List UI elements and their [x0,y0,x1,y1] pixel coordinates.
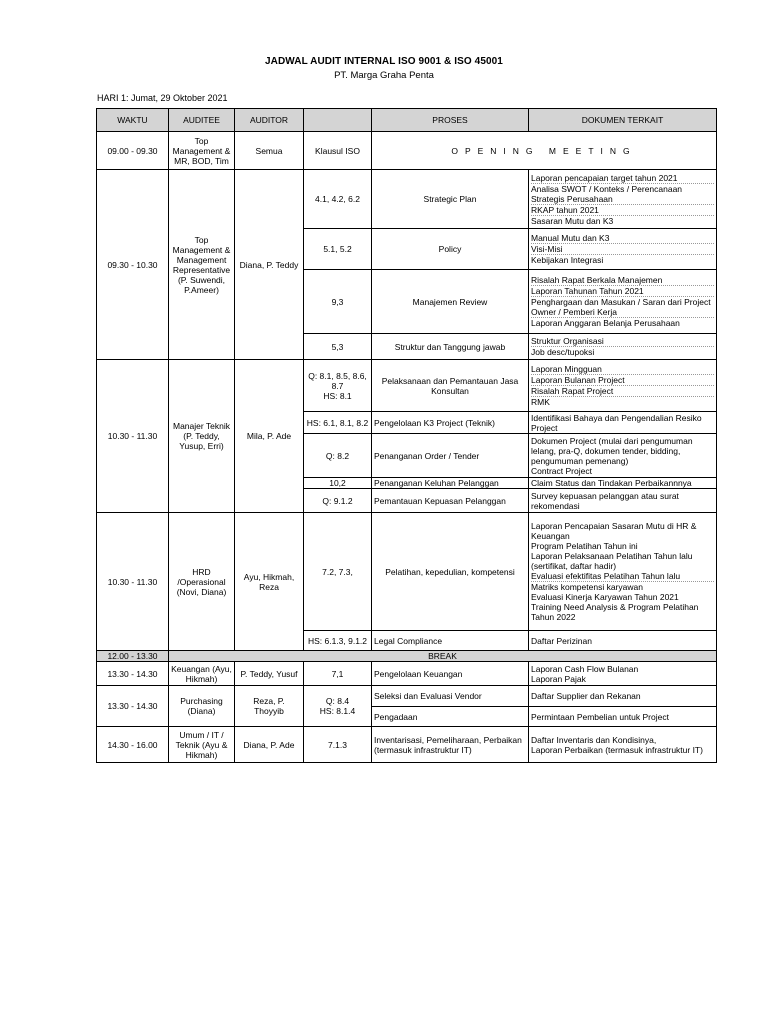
document-item: Laporan Bulanan Project [531,374,714,385]
document-item: Laporan Anggaran Belanja Perusahaan [531,317,714,328]
table-row [97,686,717,707]
company-name: PT. Marga Graha Penta [334,70,434,81]
auditor-cell: Diana, P. Teddy [235,170,304,360]
waktu-cell: 13.30 - 14.30 [97,686,169,727]
dokumen-cell [529,334,717,360]
waktu-cell: 14.30 - 16.00 [97,727,169,763]
dokumen-cell: Dokumen Project (mulai dari pengumuman lelang, pra-Q, dokumen tender, bidding, pengumuman pemenang) Contract Project [529,434,717,478]
klausul-cell: Klausul ISO [304,132,372,170]
auditor-cell: Mila, P. Ade [235,360,304,513]
waktu-cell: 09.00 - 09.30 [97,132,169,170]
document-title: JADWAL AUDIT INTERNAL ISO 9001 & ISO 45001 [265,56,503,67]
header-waktu: WAKTU [97,109,169,132]
document-item: Struktur Organisasi [531,336,604,346]
klausul-cell: HS: 6.1, 8.1, 8.2 [304,412,372,434]
document-item: Analisa SWOT / Konteks / Perencanaan Strategis Perusahaan [531,183,714,204]
document-item: Risalah Rapat Project [531,385,714,396]
dokumen-cell: Identifikasi Bahaya dan Pengendalian Resiko Project [529,412,717,434]
document-item: Risalah Rapat Berkala Manajemen [531,275,663,285]
proses-cell: Inventarisasi, Pemeliharaan, Perbaikan (termasuk infrastruktur IT) [372,727,529,763]
proses-cell: Legal Compliance [372,631,529,651]
waktu-cell: 10.30 - 11.30 [97,360,169,513]
proses-cell: Manajemen Review [372,270,529,334]
document-item: Manual Mutu dan K3 [531,233,610,243]
klausul-cell: Q: 8.4 HS: 8.1.4 [304,686,372,727]
document-item: Laporan pencapaian target tahun 2021 [531,172,678,183]
proses-cell: Seleksi dan Evaluasi Vendor [372,686,529,707]
proses-cell: Pengelolaan Keuangan [372,662,529,686]
dokumen-cell: Survey kepuasan pelanggan atau surat rekomendasi [529,489,717,513]
auditor-cell: Ayu, Hikmah, Reza [235,513,304,651]
proses-cell: Penanganan Order / Tender [372,434,529,478]
document-item: Sasaran Mutu dan K3 [531,215,714,226]
auditor-cell: Diana, P. Ade [235,727,304,763]
document-item: Job desc/tupoksi [531,346,714,357]
klausul-cell: 4.1, 4.2, 6.2 [304,170,372,229]
break-row [97,651,717,662]
header-auditor: AUDITOR [235,109,304,132]
auditee-cell: Top Management & MR, BOD, Tim [169,132,235,170]
proses-cell: Pengelolaan K3 Project (Teknik) [372,412,529,434]
dokumen-cell: Laporan Cash Flow Bulanan Laporan Pajak [529,662,717,686]
day-label: HARI 1: Jumat, 29 Oktober 2021 [97,93,228,103]
document-item: Kebijakan Integrasi [531,254,714,265]
header-auditee: AUDITEE [169,109,235,132]
klausul-cell: Q: 8.2 [304,434,372,478]
auditee-cell: Purchasing (Diana) [169,686,235,727]
auditee-cell: Umum / IT / Teknik (Ayu & Hikmah) [169,727,235,763]
auditee-cell: Manajer Teknik (P. Teddy, Yusup, Erri) [169,360,235,513]
klausul-cell: 7.2, 7.3, [304,513,372,631]
table-row [97,727,717,763]
auditor-cell: Semua [235,132,304,170]
auditor-cell: P. Teddy, Yusuf [235,662,304,686]
dokumen-cell [529,270,717,334]
table-row [97,360,717,412]
proses-cell: Pelatihan, kepedulian, kompetensi [372,513,529,631]
waktu-cell: 12.00 - 13.30 [97,651,169,662]
proses-cell: Pelaksanaan dan Pemantauan Jasa Konsultan [372,360,529,412]
klausul-cell: Q: 8.1, 8.5, 8.6, 8.7 HS: 8.1 [304,360,372,412]
header-proses: PROSES [372,109,529,132]
auditee-cell: Top Management & Management Representative (P. Suwendi, P.Ameer) [169,170,235,360]
klausul-cell: 5.1, 5.2 [304,229,372,270]
klausul-cell: 7,1 [304,662,372,686]
dokumen-cell: Daftar Inventaris dan Kondisinya, Laporan Perbaikan (termasuk infrastruktur IT) [529,727,717,763]
proses-cell: Pengadaan [372,707,529,727]
document-item: RKAP tahun 2021 [531,204,714,215]
dokumen-cell: Permintaan Pembelian untuk Project [529,707,717,727]
document-item: Laporan Pencapaian Sasaran Mutu di HR & Keuangan Program Pelatihan Tahun ini Laporan Pelaksanaan Pelatihan Tahun lalu (sertifikat, daftar hadir) Evaluasi efektifitas Pelatihan Tahun lalu [531,521,697,581]
table-row [97,132,717,170]
document-item: Penghargaan dan Masukan / Saran dari Project Owner / Pemberi Kerja [531,296,714,317]
klausul-cell: 5,3 [304,334,372,360]
proses-cell: Penanganan Keluhan Pelanggan [372,478,529,489]
auditor-cell: Reza, P. Thoyyib [235,686,304,727]
dokumen-cell: Claim Status dan Tindakan Perbaikannnya [529,478,717,489]
document-item: Visi-Misi [531,243,714,254]
klausul-cell: 9,3 [304,270,372,334]
waktu-cell: 09.30 - 10.30 [97,170,169,360]
klausul-cell: 10,2 [304,478,372,489]
dokumen-cell [529,360,717,412]
auditee-cell: HRD /Operasional (Novi, Diana) [169,513,235,651]
document-item: RMK [531,396,714,407]
dokumen-cell [529,229,717,270]
opening-meeting-cell: OPENING MEETING [372,132,717,170]
auditee-cell: Keuangan (Ayu, Hikmah) [169,662,235,686]
dokumen-cell [529,513,717,631]
header-dokumen: DOKUMEN TERKAIT [529,109,717,132]
table-row [97,170,717,229]
dokumen-cell: Daftar Supplier dan Rekanan [529,686,717,707]
klausul-cell: HS: 6.1.3, 9.1.2 [304,631,372,651]
klausul-cell: 7.1.3 [304,727,372,763]
proses-cell: Pemantauan Kepuasan Pelanggan [372,489,529,513]
document-item: Laporan Tahunan Tahun 2021 [531,285,714,296]
proses-cell: Struktur dan Tanggung jawab [372,334,529,360]
document-item: Laporan Mingguan [531,364,602,374]
proses-cell: Strategic Plan [372,170,529,229]
klausul-cell: Q: 9.1.2 [304,489,372,513]
waktu-cell: 10.30 - 11.30 [97,513,169,651]
table-row [97,662,717,686]
table-row [97,513,717,631]
audit-schedule-table [96,108,717,763]
break-label: BREAK [169,651,717,662]
proses-cell: Policy [372,229,529,270]
dokumen-cell: Daftar Perizinan [529,631,717,651]
document-item: Matriks kompetensi karyawan Evaluasi Kinerja Karyawan Tahun 2021 Training Need Analysis & Program Pelatihan Tahun 2022 [531,581,714,622]
waktu-cell: 13.30 - 14.30 [97,662,169,686]
dokumen-cell [529,170,717,229]
header-klausul [304,109,372,132]
table-header-row [97,109,717,132]
